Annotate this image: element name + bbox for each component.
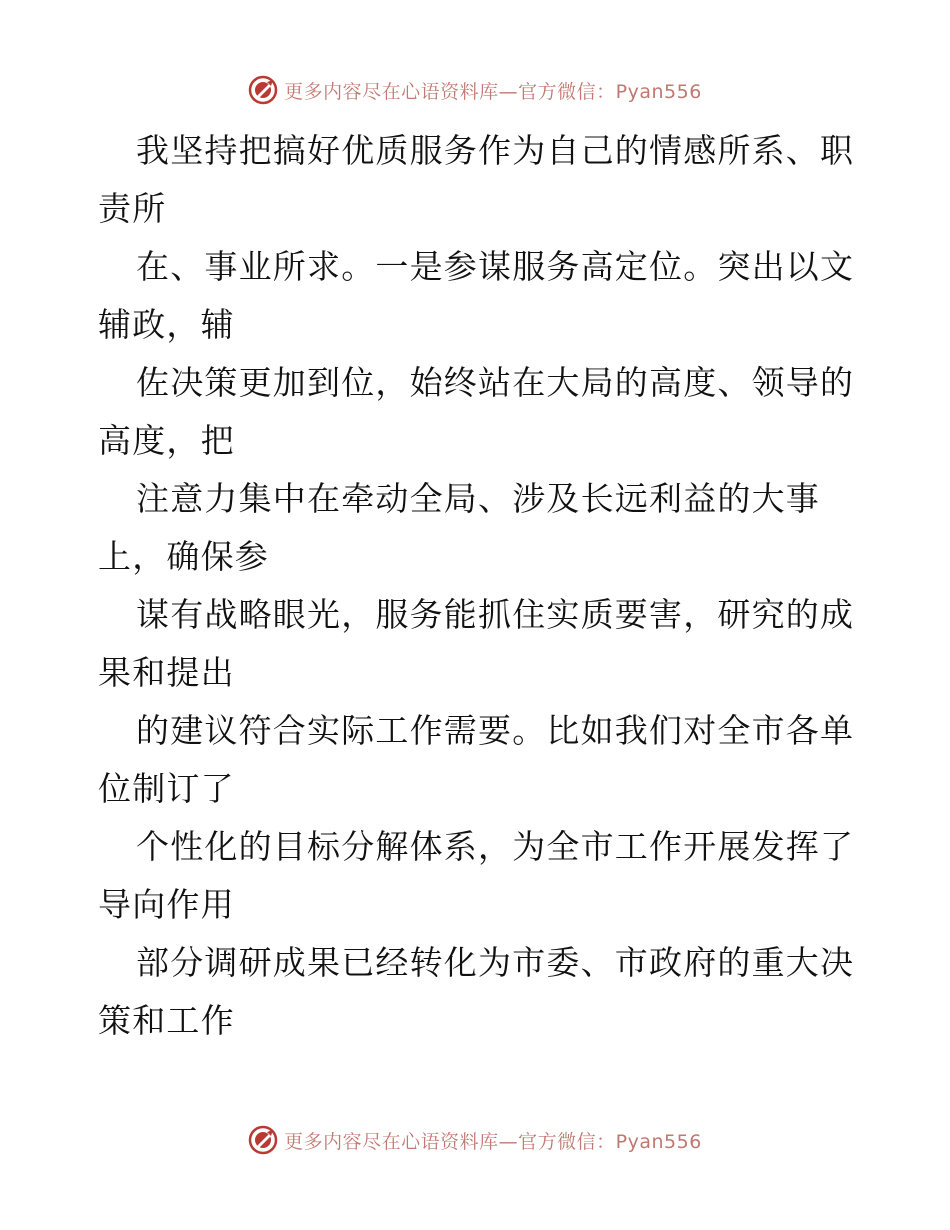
text-line: 上，确保参 bbox=[98, 537, 269, 576]
header-banner-text: 更多内容尽在心语资料库—官方微信：Pyan556 bbox=[284, 80, 702, 103]
text-line: 果和提出 bbox=[98, 653, 235, 692]
pen-logo-icon bbox=[248, 1125, 278, 1155]
text-line: 责所 bbox=[98, 189, 167, 228]
header-banner bbox=[0, 70, 950, 110]
text-line: 位制订了 bbox=[98, 769, 235, 808]
text-line: 我坚持把搞好优质服务作为自己的情感所系、职 bbox=[136, 131, 855, 170]
text-line: 策和工作 bbox=[98, 1001, 235, 1040]
text-line: 个性化的目标分解体系，为全市工作开展发挥了 bbox=[136, 827, 855, 866]
paragraph bbox=[98, 122, 858, 1050]
text-line: 导向作用 bbox=[98, 885, 235, 924]
text-line: 辅政，辅 bbox=[98, 305, 235, 344]
document-body bbox=[98, 122, 858, 1050]
pen-logo-icon bbox=[248, 75, 278, 105]
text-line: 注意力集中在牵动全局、涉及长远利益的大事 bbox=[136, 479, 820, 518]
footer-banner-text: 更多内容尽在心语资料库—官方微信：Pyan556 bbox=[284, 1130, 702, 1153]
text-line: 部分调研成果已经转化为市委、市政府的重大决 bbox=[136, 943, 855, 982]
footer-banner bbox=[0, 1120, 950, 1160]
text-line: 的建议符合实际工作需要。比如我们对全市各单 bbox=[136, 711, 855, 750]
text-line: 高度，把 bbox=[98, 421, 235, 460]
text-line: 谋有战略眼光，服务能抓住实质要害，研究的成 bbox=[136, 595, 855, 634]
text-line: 佐决策更加到位，始终站在大局的高度、领导的 bbox=[136, 363, 855, 402]
text-line: 在、事业所求。一是参谋服务高定位。突出以文 bbox=[136, 247, 855, 286]
